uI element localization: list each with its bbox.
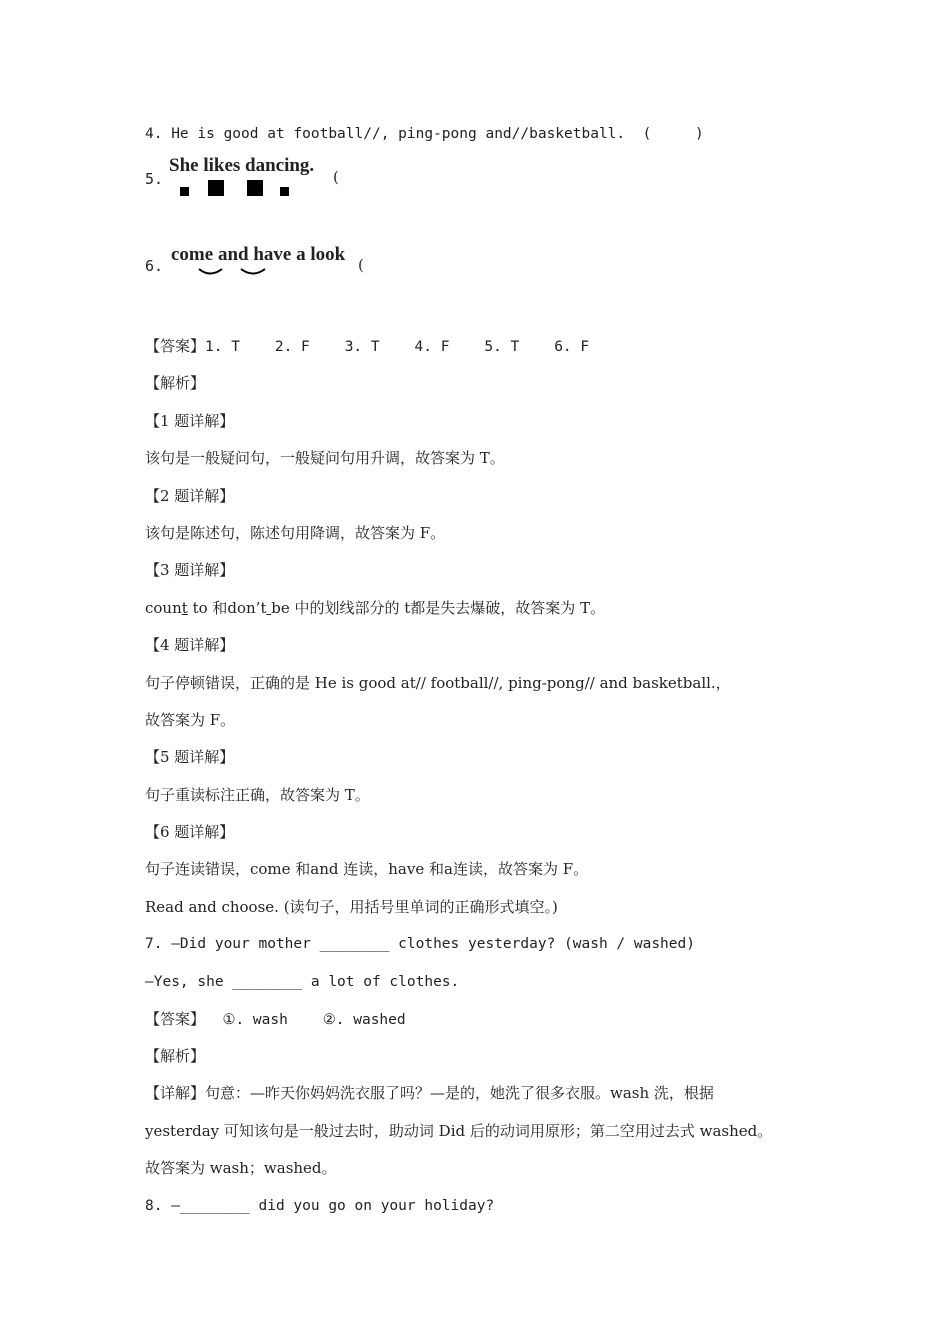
text-segment: coun — [145, 599, 182, 617]
detail-7-line3: 故答案为 wash；washed。 — [145, 1159, 337, 1177]
underlined-letter: t — [181, 599, 188, 617]
text-segment: be 中的划线部分的 t都是失去爆破，故答案为 T。 — [271, 599, 606, 617]
question-5-number: 5. — [145, 170, 164, 188]
question-7-line2: —Yes, she ________ a lot of clothes. — [145, 974, 460, 990]
detail-1-body: 该句是一般疑问句，一般疑问句用升调，故答案为 T。 — [145, 449, 505, 467]
answer-values: 1. T 2. F 3. T 4. F 5. T 6. F — [205, 339, 590, 355]
detail-5-body: 句子重读标注正确，故答案为 T。 — [145, 786, 370, 804]
question-6-paren: ( — [358, 256, 364, 274]
question-6-number: 6. — [145, 257, 164, 275]
detail-3-title: 【3 题详解】 — [145, 561, 235, 579]
stress-mark — [180, 187, 189, 196]
question-4: 4. He is good at football//, ping-pong and//basketball. ( ) — [145, 126, 704, 142]
detail-2-body: 该句是陈述句，陈述句用降调，故答案为 F。 — [145, 524, 446, 542]
detail-7-line1: 【详解】句意：—昨天你妈妈洗衣服了吗？—是的，她洗了很多衣服。wash 洗，根据 — [145, 1084, 714, 1102]
text-segment: to 和don’t — [187, 599, 267, 617]
detail-4-body-line2: 故答案为 F。 — [145, 711, 236, 729]
stress-mark — [280, 187, 289, 196]
detail-5-title: 【5 题详解】 — [145, 748, 235, 766]
answer-7 — [145, 1009, 406, 1030]
detail-2-title: 【2 题详解】 — [145, 487, 235, 505]
stress-mark — [247, 180, 263, 196]
question-7-line1: 7. —Did your mother ________ clothes yesterday? (wash / washed) — [145, 936, 695, 952]
answer-label: 【答案】 — [145, 1010, 206, 1028]
answer-values: ①. wash ②. washed — [205, 1012, 406, 1028]
detail-7-line2: yesterday 可知该句是一般过去时，助动词 Did 后的动词用原形；第二空用过去式 washed。 — [145, 1122, 773, 1140]
section-heading: Read and choose. (读句子，用括号里单词的正确形式填空。) — [145, 898, 558, 916]
question-8: 8. —________ did you go on your holiday? — [145, 1198, 495, 1214]
answer-label: 【答案】 — [145, 337, 206, 355]
detail-4-title: 【4 题详解】 — [145, 636, 235, 654]
linking-marks — [195, 266, 275, 280]
question-6-phrase: come and have a look — [171, 244, 346, 265]
question-5-sentence: She likes dancing. — [169, 155, 315, 176]
question-5-paren: ( — [333, 168, 339, 186]
detail-6-title: 【6 题详解】 — [145, 823, 235, 841]
analysis-7-label: 【解析】 — [145, 1047, 206, 1065]
answer-block — [145, 336, 589, 357]
detail-1-title: 【1 题详解】 — [145, 412, 235, 430]
stress-mark — [208, 180, 224, 196]
detail-4-body-line1: 句子停顿错误，正确的是 He is good at// football//, ping-pong// and basketball.， — [145, 674, 731, 692]
detail-3-body — [145, 598, 605, 618]
analysis-label: 【解析】 — [145, 374, 206, 392]
detail-6-body: 句子连读错误，come 和and 连读，have 和a连读，故答案为 F。 — [145, 860, 589, 878]
